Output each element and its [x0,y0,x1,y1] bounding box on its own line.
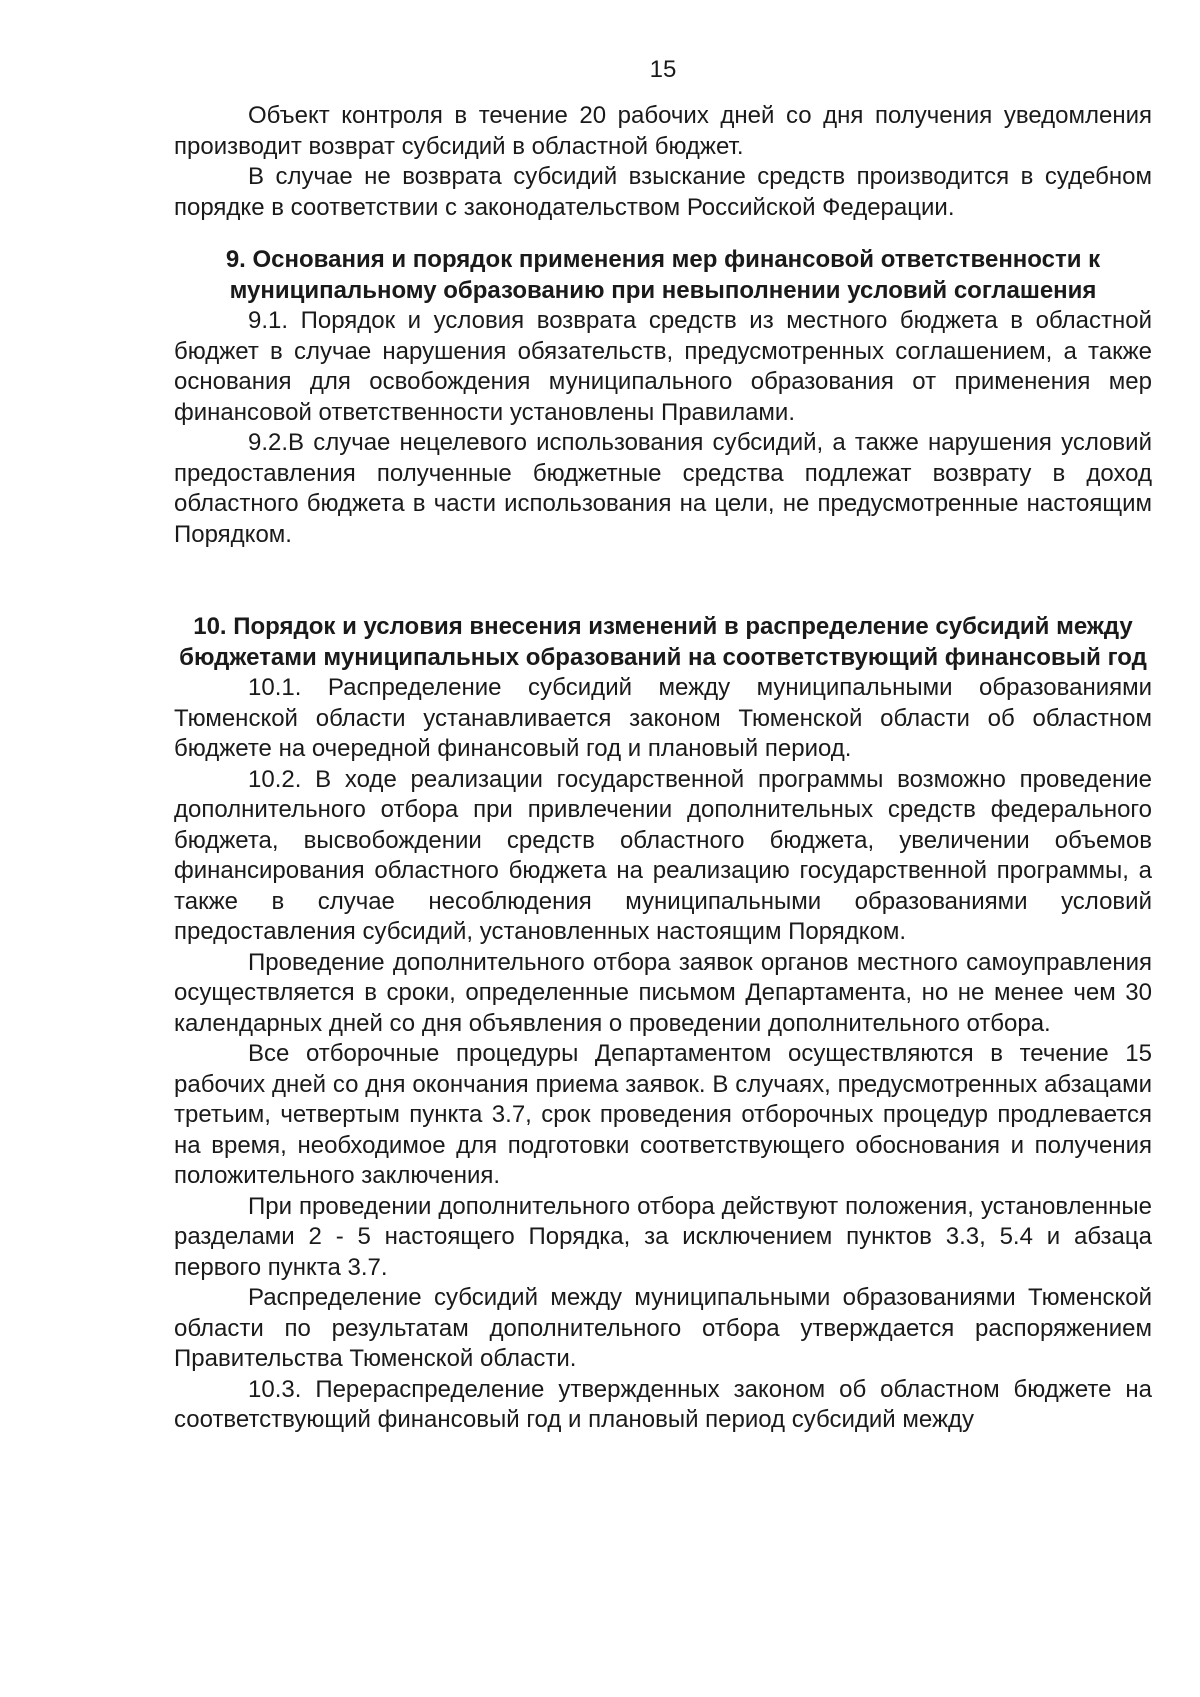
paragraph: 9.1. Порядок и условия возврата средств из местного бюджета в областной бюджет в случае нарушения обязательств, предусмотренных соглашением, а также основания для освобождения муниципального образования от применения мер финансовой ответственности установлены Правилами. [174,307,1152,426]
page-number: 15 [649,56,677,83]
paragraph: Объект контроля в течение 20 рабочих дней со дня получения уведомления производит возврат субсидий в областной бюджет. [174,102,1152,160]
section-heading: 9. Основания и порядок применения мер финансовой ответственности к муниципальному образованию при невыполнении условий соглашения [225,246,1101,304]
paragraph: Проведение дополнительного отбора заявок органов местного самоуправления осуществляется в сроки, определенные письмом Департамента, но не менее чем 30 календарных дней со дня объявления о проведении дополнительного отбора. [174,948,1152,1037]
paragraph: 10.2. В ходе реализации государственной программы возможно проведение дополнительного отбора при привлечении дополнительных средств федерального бюджета, высвобождении средств областного бюджета, увеличении объемов финансирования областного бюджета на реализацию государственной программы, а также в случае несоблюдения муниципальными образованиями условий предоставления субсидий, установленных настоящим Порядком. [174,765,1152,945]
document-page [174,54,1152,1436]
paragraph: 10.1. Распределение субсидий между муниципальными образованиями Тюменской области устанавливается законом Тюменской области об областном бюджете на очередной финансовый год и плановый период. [174,674,1152,762]
section-heading: 10. Порядок и условия внесения изменений в распределение субсидий между бюджетами муниципальных образований на соответствующий финансовый год [179,613,1147,671]
paragraph: При проведении дополнительного отбора действуют положения, установленные разделами 2 - 5 настоящего Порядка, за исключением пунктов 3.3, 5.4 и абзаца первого пункта 3.7. [174,1192,1152,1281]
paragraph: В случае не возврата субсидий взыскание средств производится в судебном порядке в соответствии с законодательством Российской Федерации. [174,163,1152,221]
paragraph: 10.3. Перераспределение утвержденных законом об областном бюджете на соответствующий финансовый год и плановый период субсидий между [174,1375,1152,1433]
paragraph: Все отборочные процедуры Департаментом осуществляются в течение 15 рабочих дней со дня окончания приема заявок. В случаях, предусмотренных абзацами третьим, четвертым пункта 3.7, срок проведения отборочных процедур продлевается на время, необходимое для подготовки соответствующего обоснования и получения положительного заключения. [174,1040,1152,1189]
paragraph: Распределение субсидий между муниципальными образованиями Тюменской области по результатам дополнительного отбора утверждается распоряжением Правительства Тюменской области. [174,1284,1152,1372]
paragraph: 9.2.В случае нецелевого использования субсидий, а также нарушения условий предоставления полученные бюджетные средства подлежат возврату в доход областного бюджета в части использования на цели, не предусмотренные настоящим Порядком. [174,429,1152,548]
